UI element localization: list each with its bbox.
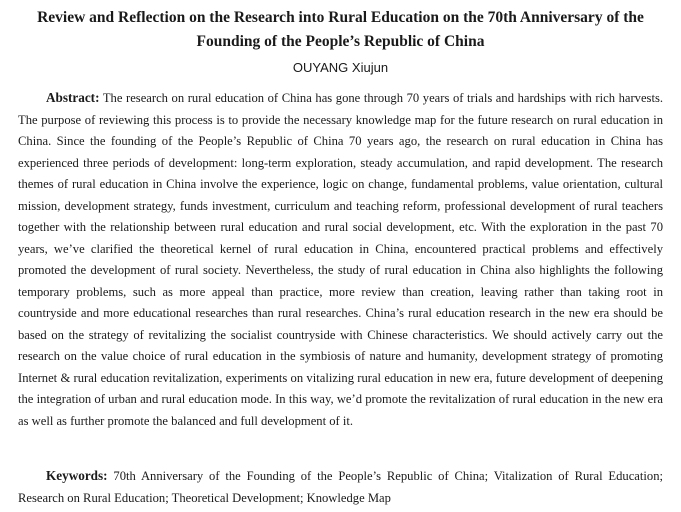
abstract-paragraph bbox=[18, 87, 663, 432]
keywords-text: 70th Anniversary of the Founding of the People’s Republic of China; Vitalization of Rural Education; Research on Rural Education; Theoretical Development; Knowledge Map bbox=[18, 469, 663, 505]
author-name: OUYANG Xiujun bbox=[292, 60, 389, 75]
paper-title bbox=[14, 6, 667, 54]
title-line-1: Review and Reflection on the Research into Rural Education on the 70th Anniversary of the bbox=[37, 9, 644, 26]
abstract-label: Abstract: bbox=[46, 90, 100, 105]
keywords-paragraph bbox=[18, 465, 663, 509]
keywords-label: Keywords: bbox=[46, 468, 108, 483]
abstract-text: The research on rural education of China has gone through 70 years of trials and hardships with rich harvests. The purpose of reviewing this process is to provide the necessary knowledge map for the future research on rural education in China. Since the founding of the People’s Republic of China 70 years ago, the research on rural education in China has experienced three periods of development: long-term exploration, steady accumulation, and rapid development. The research themes of rural education in China involve the experience, logic on change, fundamental problems, value orientation, cultural mission, development strategy, funds investment, curriculum and teaching reform, professional development of rural teachers together with the relationship between rural education and rural social development, etc. With the exploration in the past 70 years, we’ve clarified the theoretical kernel of rural education in China, encountered practical problems and effectively promoted the development of rural society. Nevertheless, the study of rural education in China also highlights the following temporary problems, such as more appeal than practice, more review than creation, leaving rather than taking root in countryside and more educational researches than rural researches. China’s rural education research in the new era should be based on the strategy of revitalizing the socialist countryside with Chinese characteristics. We should actively carry out the research on the value choice of rural education in the symbiosis of nature and humanity, development strategy of promoting Internet & rural education revitalization, experiments on vitalizing rural education in new era, future development of deepening the integration of urban and rural education mode. In this way, we’d promote the revitalization of rural education in the new era as well as further promote the balanced and full development of it. bbox=[18, 91, 664, 428]
title-line-2: Founding of the People’s Republic of China bbox=[196, 33, 485, 50]
